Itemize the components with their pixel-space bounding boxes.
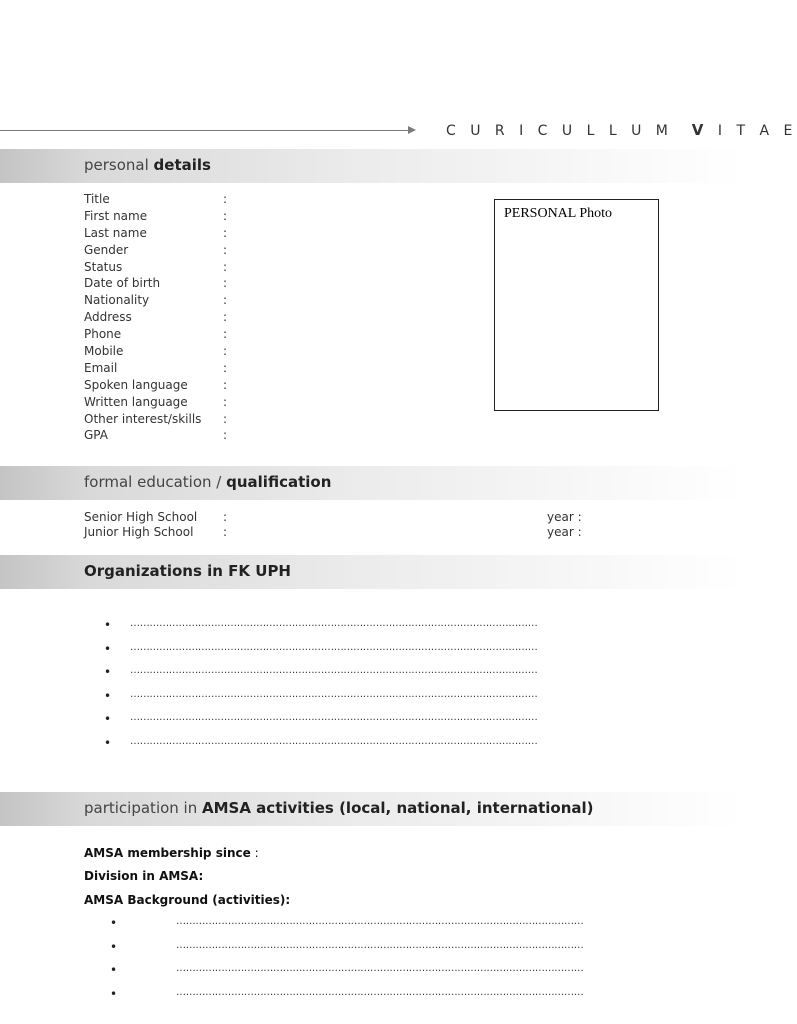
field-row-written-language — [84, 394, 228, 411]
school-label: Senior High School — [84, 510, 198, 524]
section-title — [84, 156, 211, 174]
blank-line: ……………………………………………………………………………………………………………… — [130, 735, 538, 747]
field-separator: : — [223, 428, 228, 443]
field-label: GPA — [84, 428, 108, 443]
field-row-other-interest — [84, 411, 228, 428]
field-label: Mobile — [84, 344, 124, 359]
photo-label: PERSONAL Photo — [504, 206, 613, 221]
field-row-date-of-birth — [84, 275, 228, 292]
bullet-icon: • — [110, 916, 118, 930]
amsa-participation-header — [0, 792, 742, 826]
field-label: Gender — [84, 242, 129, 257]
blank-line: ……………………………………………………………………………………………………………… — [130, 712, 538, 724]
education-row-senior — [84, 509, 604, 525]
heading-bold: Organizations in FK UPH — [84, 562, 291, 580]
blank-line: ……………………………………………………………………………………………………………… — [130, 665, 538, 677]
bullet-icon: • — [104, 735, 112, 750]
title-prefix: C U R I C U L L U M — [446, 123, 673, 139]
field-label: Status — [84, 259, 123, 274]
section-title — [84, 473, 331, 491]
arrow-right-icon — [408, 126, 416, 134]
blank-line: ……………………………………………………………………………………………………………… — [176, 963, 584, 975]
blank-line: ……………………………………………………………………………………………………………… — [176, 916, 584, 927]
blank-line: ……………………………………………………………………………………………………………… — [130, 618, 538, 629]
personal-fields — [84, 191, 228, 444]
field-separator: : — [223, 344, 228, 359]
field-label: First name — [84, 208, 148, 223]
field-label: Last name — [84, 225, 147, 240]
field-label: Written language — [84, 394, 188, 409]
field-separator: : — [223, 293, 228, 308]
field-row-mobile — [84, 343, 228, 360]
field-separator: : — [223, 394, 228, 409]
blank-line: ……………………………………………………………………………………………………………… — [176, 939, 584, 951]
field-separator: : — [223, 225, 228, 240]
bullet-icon: • — [110, 963, 118, 978]
year-label: year : — [547, 510, 582, 524]
amsa-division-line — [84, 869, 203, 883]
field-separator: : — [223, 208, 228, 223]
amsa-membership-line — [84, 846, 259, 860]
bullet-icon: • — [110, 939, 118, 954]
bullet-icon: • — [104, 641, 112, 656]
blank-line: ……………………………………………………………………………………………………………… — [176, 986, 584, 998]
document-title — [446, 121, 797, 139]
personal-details-header — [0, 149, 742, 183]
heading-bold: details — [153, 156, 211, 174]
field-separator: : — [223, 510, 228, 524]
blank-line: ……………………………………………………………………………………………………………… — [130, 641, 538, 653]
heading-light: personal — [84, 156, 154, 174]
title-v: V — [691, 121, 709, 139]
section-title — [84, 562, 291, 580]
field-separator: : — [223, 242, 228, 257]
bullet-icon: • — [104, 665, 112, 680]
membership-separator: : — [250, 846, 259, 860]
education-row-junior — [84, 524, 604, 540]
field-row-nationality — [84, 292, 228, 309]
formal-education-header — [0, 466, 742, 500]
field-separator: : — [223, 360, 228, 375]
field-label: Other interest/skills — [84, 411, 202, 426]
bullet-icon: • — [104, 688, 112, 703]
field-row-phone — [84, 326, 228, 343]
section-title — [84, 799, 594, 817]
heading-bold: AMSA activities (local, national, international) — [202, 799, 594, 817]
field-row-last-name — [84, 225, 228, 242]
blank-line: ……………………………………………………………………………………………………………… — [130, 688, 538, 700]
field-label: Phone — [84, 327, 122, 342]
heading-light: formal education / — [84, 473, 227, 491]
field-separator: : — [223, 276, 228, 291]
field-row-title — [84, 191, 228, 208]
division-label: Division in AMSA: — [84, 869, 204, 883]
field-row-spoken-language — [84, 377, 228, 394]
title-arrow-line — [0, 130, 410, 131]
field-row-first-name — [84, 208, 228, 225]
field-separator: : — [223, 525, 228, 539]
field-label: Spoken language — [84, 377, 188, 392]
field-row-address — [84, 309, 228, 326]
year-label: year : — [547, 525, 582, 539]
background-label: AMSA Background (activities): — [84, 893, 291, 907]
organizations-header — [0, 555, 742, 589]
heading-bold: qualification — [226, 473, 332, 491]
field-row-status — [84, 259, 228, 276]
field-separator: : — [223, 411, 228, 426]
field-row-email — [84, 360, 228, 377]
school-label: Junior High School — [84, 525, 194, 539]
field-row-gpa — [84, 427, 228, 444]
heading-light: participation in — [84, 799, 203, 817]
amsa-background-line — [84, 893, 290, 907]
field-label: Title — [84, 192, 110, 206]
title-suffix: I T A E — [717, 123, 797, 139]
field-separator: : — [223, 259, 228, 274]
bullet-icon: • — [104, 618, 112, 632]
field-separator: : — [223, 377, 228, 392]
field-label: Nationality — [84, 293, 150, 308]
bullet-icon: • — [104, 712, 112, 727]
field-label: Address — [84, 310, 132, 325]
bullet-icon: • — [110, 986, 118, 1001]
field-label: Email — [84, 360, 118, 375]
personal-photo-box — [494, 199, 659, 411]
field-separator: : — [223, 192, 228, 206]
field-row-gender — [84, 242, 228, 259]
field-separator: : — [223, 327, 228, 342]
field-separator: : — [223, 310, 228, 325]
field-label: Date of birth — [84, 276, 161, 291]
membership-label: AMSA membership since — [84, 846, 251, 860]
